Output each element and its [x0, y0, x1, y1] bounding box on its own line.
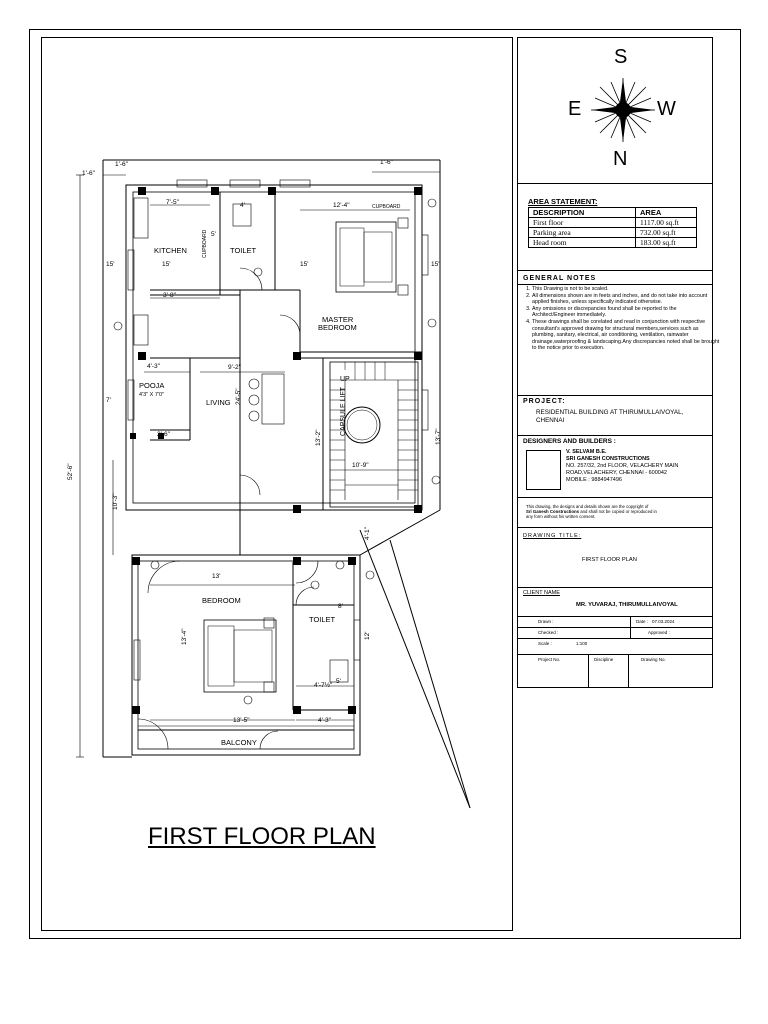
area-value: 183.00 sq.ft: [636, 238, 697, 248]
area-statement-section: [518, 183, 712, 270]
dim-4-1: 4'-1": [364, 527, 371, 540]
area-table-header: [529, 208, 697, 218]
list-item: 3. Any omissions or discrepancies found shall be reported to the Architect/Engineer immediately.: [532, 306, 720, 319]
room-label-master: MASTER: [322, 315, 354, 324]
dim-left-top: 1'-6": [82, 170, 95, 177]
room-label-toilet-top: TOILET: [230, 246, 257, 255]
compass-east-label: E: [568, 98, 582, 120]
company-mobile: MOBILE : 9884947496: [566, 477, 622, 483]
area-desc: Head room: [529, 238, 636, 248]
pooja-size-label: 4'3" X 7'0": [139, 392, 164, 398]
stair-up-label: UP: [340, 376, 350, 383]
room-label-balcony: BALCONY: [221, 738, 257, 747]
dim-living-length: 24'-5": [235, 388, 242, 405]
dim-toilet-5: 5': [211, 231, 216, 238]
designers-title: DESIGNERS AND BUILDERS :: [523, 438, 616, 445]
table-row: [529, 238, 697, 248]
project-line-1: RESIDENTIAL BUILDING AT THIRUMULLAIVOYAL,: [536, 409, 684, 416]
dim-toilet-8: 8': [338, 603, 343, 610]
compass-north-label: N: [613, 148, 628, 170]
checked-row: [518, 627, 712, 638]
room-label-master-bedroom: BEDROOM: [318, 323, 357, 332]
dim-pooja-7: 7': [106, 397, 111, 404]
copyright-company: Sri Ganesh Constructions: [526, 509, 580, 514]
dim-15-master: 15': [300, 261, 309, 268]
compass-south-label: S: [614, 46, 628, 68]
date-value: 07.03.2024: [652, 619, 675, 624]
dim-top-left: 1'-6": [115, 161, 128, 168]
cupboard-label-top: CUPBOARD: [372, 204, 401, 210]
dim-13-2: 13'-2": [315, 429, 322, 446]
company-logo-box: [526, 450, 561, 490]
dim-13-7: 13'-7": [435, 428, 442, 445]
list-item: 1. This Drawing is not to be scaled.: [532, 286, 720, 293]
list-item: 4. These drawings shall be corelated and read in conjunction with respective consultant's approved drawing for structural members,services such as plumbing, sanitary, electrical, air conditioning, ventilation, rainwater drainage,waterproofing & landscaping.Any discrepancies noted shall be brought to the notice prior to execution.: [532, 319, 720, 352]
client-section: [518, 587, 712, 616]
dim-living-width: 9'-2": [228, 364, 241, 371]
general-notes-section: [518, 270, 720, 395]
general-notes-list: [522, 286, 720, 352]
room-label-pooja: POOJA: [139, 381, 165, 390]
dim-bedroom-length: 13'-4": [181, 628, 188, 645]
area-desc: First floor: [529, 218, 636, 228]
cupboard-label-left: CUPBOARD: [202, 229, 208, 258]
dim-top-right: 1'-6": [380, 159, 393, 166]
dim-15-mid: 15': [162, 261, 171, 268]
copyright-line-3: any form without his written consent.: [526, 514, 596, 519]
drawing-title-section: [518, 527, 712, 587]
room-label-bedroom: BEDROOM: [202, 596, 241, 605]
dim-toilet-4: 4': [240, 202, 245, 209]
page-title: FIRST FLOOR PLAN: [148, 823, 376, 850]
company-address-1: NO. 257/32, 2nd FLOOR, VELACHERY MAIN: [566, 463, 679, 469]
list-item: 2. All dimensions shown are in feets and inches, and do not take into account applied finishes, unless specifically indicated otherwise.: [532, 293, 720, 306]
title-block: [517, 37, 720, 688]
dim-15-right: 15': [431, 261, 440, 268]
client-name-value: MR. YUVARAJ, THIRUMULLAIVOYAL: [576, 602, 678, 608]
dim-pooja-width: 4'-3": [147, 363, 160, 370]
area-value: 1117.00 sq.ft: [636, 218, 697, 228]
dim-kitchen-width: 7'-5": [166, 199, 179, 206]
area-value: 732.00 sq.ft: [636, 228, 697, 238]
dim-3-8: 3'-8": [163, 292, 176, 299]
dim-master-width: 12'-4": [333, 202, 350, 209]
compass-west-label: W: [657, 98, 676, 120]
general-notes-title: GENERAL NOTES: [523, 275, 597, 282]
dim-bedroom-width: 13': [212, 573, 221, 580]
scale-value: 1:100: [576, 641, 588, 646]
copyright-line-2-rest: and shall not be copied or reproduced in: [579, 509, 657, 514]
dim-balcony-width: 13'-5": [233, 717, 250, 724]
copyright-section: [518, 497, 712, 527]
drawing-no-label: Drawing No.: [641, 657, 666, 662]
company-name: SRI GANESH CONSTRUCTIONS: [566, 456, 650, 462]
dim-4-3-bottom: 4'-3": [318, 717, 331, 724]
area-desc: Parking area: [529, 228, 636, 238]
discipline-label: Discipline: [594, 657, 614, 662]
dim-4-7-half: 4'-7½": [314, 682, 333, 689]
dim-10-9: 10'-9": [352, 462, 369, 469]
upper-block-outline: [126, 185, 422, 510]
project-line-2: CHENNAI: [536, 417, 565, 424]
drawn-label: Drawn :: [538, 619, 554, 624]
table-row: [529, 228, 697, 238]
table-row: [529, 218, 697, 228]
room-label-kitchen: KITCHEN: [154, 246, 187, 255]
designer-name: V. SELVAM B.E.: [566, 449, 607, 455]
client-name-label: CLIENT NAME: [523, 590, 560, 596]
project-title-label: PROJECT:: [523, 398, 566, 405]
drawing-title-value: FIRST FLOOR PLAN: [582, 557, 637, 563]
designers-section: [518, 435, 712, 497]
dim-10-3: 10'-3": [112, 493, 119, 510]
dim-15-left: 15': [106, 261, 115, 268]
project-section: [518, 395, 712, 435]
copyright-line-1: This drawing, the designs and details shown are the copyright of: [526, 504, 649, 509]
area-table: [528, 207, 697, 248]
area-statement-title: AREA STATEMENT:: [528, 197, 598, 206]
project-no-label: Project No.: [538, 657, 561, 662]
scale-row: [518, 638, 712, 648]
area-header-area: AREA: [636, 208, 697, 218]
approved-label: Approved :: [648, 630, 670, 635]
date-label: Date :: [636, 619, 649, 624]
project-number-row: [518, 654, 712, 687]
room-label-toilet-bottom: TOILET: [309, 615, 336, 624]
drawn-row: [518, 616, 712, 627]
capsule-lift-label: CAPSULE LIFT: [340, 386, 347, 436]
company-address-2: ROAD,VELACHERY, CHENNAI - 600042: [566, 470, 667, 476]
dim-5: 5': [336, 678, 341, 685]
drawing-title-label: DRAWING TITLE:: [523, 533, 582, 539]
checked-label: Checked :: [538, 630, 559, 635]
area-header-description: DESCRIPTION: [529, 208, 636, 218]
scale-label: Scale :: [538, 641, 552, 646]
room-label-living: LIVING: [206, 398, 231, 407]
dim-12: 12': [364, 631, 371, 640]
dim-2-6: 2'-6": [157, 431, 170, 438]
dim-total-length: 52'-6": [67, 463, 74, 480]
